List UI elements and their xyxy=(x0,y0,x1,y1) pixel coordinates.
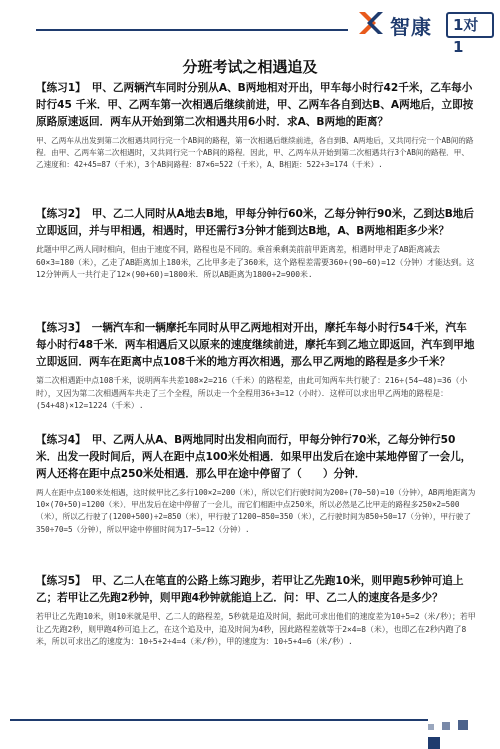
footer-square xyxy=(458,720,468,730)
exercise-question xyxy=(36,432,476,483)
footer-decoration xyxy=(428,711,488,723)
footer-square xyxy=(428,724,434,730)
footer-square xyxy=(442,722,450,730)
footer-square xyxy=(428,737,440,749)
brand-badge: 1对1 xyxy=(446,12,494,38)
footer-rule xyxy=(10,719,428,721)
solution-text: 两人在距中点100米处相遇，这时候甲比乙多行100×2=200（米），所以它们行驶时间为200÷(70−50)=10（分钟），AB两地距离为10×(70+50)=1200（米）．甲出发后在途中停留了一会儿，而它们相距中点250米，所以必然是乙比甲走的路程多250×2=500（米），所以乙行驶了(1200+500)÷2=850（米），甲行驶了1200−850=350（米），乙行驶时间为850÷50=17（分钟），甲行驶了350÷70=5（分钟），所以甲途中停留时间为17−5=12（分钟）. xyxy=(36,488,476,534)
exercise-label: 【练习2】 xyxy=(36,208,86,220)
exercise-2 xyxy=(36,206,476,282)
solution-text: 甲、乙两车从出发到第二次相遇共同行完一个AB间的路程，第一次相遇后继续前进，各自到B、A两地后，又共同行完一个AB间的路程．由甲、乙两车第二次相遇时，又共同行完一个AB间的路程．因此，甲、乙两车从开始到第二次相遇共行3个AB间的路程．甲、乙速度和：42+45=87（千米），3个AB间路程：87×6=522（千米），A、B相距：522÷3=174（千米）. xyxy=(36,136,474,170)
solution-text: 第二次相遇距中点108千米，说明两车共差108×2=216（千米）的路程差，由此可知两车共行驶了：216÷(54−48)=36（小时），又因为第二次相遇两车共走了三个全程，所以走一个全程用36÷3=12（小时）．这样可以求出甲乙两地的路程是：(54+48)×12=1224（千米）. xyxy=(36,376,468,411)
exercise-label: 【练习5】 xyxy=(36,575,86,587)
header-rule xyxy=(36,29,348,31)
brand-logo xyxy=(356,5,494,56)
exercise-4 xyxy=(36,432,476,536)
exercise-5 xyxy=(36,573,476,649)
brand-name: 智康 xyxy=(390,15,432,39)
question-text: 甲、乙二人同时从A地去B地，甲每分钟行60米，乙每分钟行90米，乙到达B地后立即返回，并与甲相遇，相遇时，甲还需行3分钟才能到达B地，A、B两地相距多少米？ xyxy=(36,208,474,237)
solution-text: 此题中甲乙两人同时相向，但由于速度不同，路程也是不同的。乘首乘剩美前前甲距离差，相遇时甲走了AB距离减去60×3=180（米），乙走了AB距离加上180米，乙比甲多走了360米，这个路程差需要360÷(90−60)=12（分钟）才能达到。这12分钟两人一共行走了12×(90+60)=1800米．所以AB距离为1800÷2=900米. xyxy=(36,245,475,280)
page-title: 分班考试之相遇追及 xyxy=(182,58,318,76)
solution-text: 若甲让乙先跑10米，则10米就是甲、乙二人的路程差，5秒就是追及时间，据此可求出他们的速度差为10÷5=2（米/秒）；若甲让乙先跑2秒，则甲跑4秒可追上乙，在这个追及中，追及时间为4秒，因此路程差就等于2×4=8（米），也即乙在2秒内跑了8米，所以可求出乙的速度为：10÷5+2÷4=4（米/秒），甲的速度为：10÷5+4=6（米/秒）. xyxy=(36,612,476,647)
exercise-question xyxy=(36,206,476,240)
exercise-question xyxy=(36,80,476,131)
question-text: 一辆汽车和一辆摩托车同时从甲乙两地相对开出，摩托车每小时行54千米，汽车每小时行48千米．两车相遇后又以原来的速度继续前进，摩托车到乙地立即返回，汽车到甲地立即返回．两车在距离中点108千米的地方再次相遇，那么甲乙两地的路程是多少千米？ xyxy=(36,322,475,368)
question-text: 甲、乙二人在笔直的公路上练习跑步，若甲让乙先跑10米，则甲跑5秒钟可追上乙；若甲让乙先跑2秒钟，则甲跑4秒钟就能追上乙．问：甲、乙二人的速度各是多少？ xyxy=(36,575,464,604)
exercise-question xyxy=(36,573,476,607)
exercise-1 xyxy=(36,80,476,172)
exercise-label: 【练习4】 xyxy=(36,434,86,446)
question-text: 甲、乙两人从A、B两地同时出发相向而行，甲每分钟行70米，乙每分钟行50米．出发一段时间后，两人在距中点100米处相遇．如果甲出发后在途中某地停留了一会儿，两人还将在距中点250米处相遇．那么甲在途中停留了（ ）分钟． xyxy=(36,434,472,480)
brand-mark-icon xyxy=(356,8,386,38)
exercise-label: 【练习3】 xyxy=(36,322,86,334)
exercise-3 xyxy=(36,320,476,413)
exercise-label: 【练习1】 xyxy=(36,82,86,94)
question-text: 甲、乙两辆汽车同时分别从A、B两地相对开出，甲车每小时行42千米，乙车每小时行45 千米．甲、乙两车第一次相遇后继续前进，甲、乙两车各自到达B、A两地后，立即按原路原速返回．两车从开始到第二次相遇共用6小时．求A、B两地的距离？ xyxy=(36,82,474,128)
exercise-question xyxy=(36,320,476,371)
